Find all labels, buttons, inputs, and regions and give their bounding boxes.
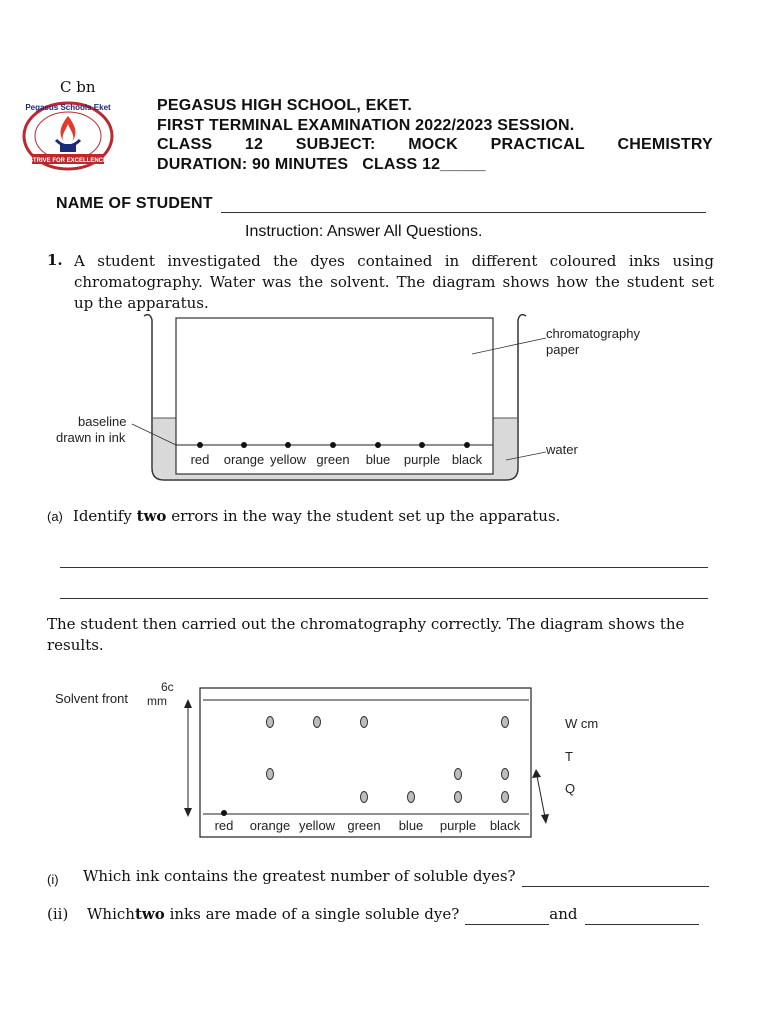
qii-text-after: inks are made of a single soluble dye?: [164, 905, 460, 923]
qi-answer-field[interactable]: [522, 872, 709, 887]
label-solvent-front: Solvent front: [55, 691, 128, 706]
result-label-blue: blue: [398, 818, 424, 833]
qi-text: Which ink contains the greatest number of soluble dyes?: [83, 867, 516, 885]
intro-word: in: [444, 252, 460, 270]
dye-spot: [267, 717, 274, 728]
arrow-head-down: [184, 808, 192, 817]
ink-label-orange: orange: [223, 452, 265, 467]
intro-word: dyes: [310, 252, 345, 270]
dye-spot: [408, 792, 415, 803]
dye-spot: [502, 792, 509, 803]
intro-word: different: [471, 252, 538, 270]
ink-dot-green: [330, 442, 336, 448]
q-arrow-head-down: [541, 814, 549, 824]
qa-label: (a): [47, 509, 63, 524]
question-number: 1.: [47, 251, 63, 269]
label-chromatography: chromatography: [546, 326, 640, 341]
q-arrow-head-up: [532, 769, 541, 778]
intro-word: was: [261, 273, 292, 291]
ink-label-yellow: yellow: [269, 452, 307, 467]
label-t: T: [565, 749, 573, 764]
intro-word: student: [97, 252, 155, 270]
student-name-row: [56, 195, 706, 213]
logo-motto: STRIVE FOR EXCELLENCE: [28, 158, 108, 164]
header-word: CHEMISTRY: [617, 136, 713, 153]
duration-line: DURATION: 90 MINUTES CLASS 12_____: [157, 156, 486, 173]
q-distance-arrow: [537, 776, 545, 817]
header-word: CLASS: [157, 136, 213, 153]
result-label-purple: purple: [439, 818, 477, 833]
answer-line-2[interactable]: [60, 598, 708, 599]
intro-word: set: [691, 273, 714, 291]
result-label-orange: orange: [249, 818, 291, 833]
result-label-red: red: [214, 818, 234, 833]
qii-and: and: [549, 905, 578, 923]
intro-word: how: [556, 273, 589, 291]
qi-label: (i): [47, 872, 59, 887]
qii-answer-field-2[interactable]: [585, 910, 699, 925]
school-name: PEGASUS HIGH SCHOOL, EKET.: [157, 97, 413, 114]
header-word: SUBJECT:: [295, 136, 376, 153]
label-paper: paper: [546, 342, 580, 357]
result-label-black: black: [489, 818, 521, 833]
intro-word: the: [595, 273, 620, 291]
ink-label-black: black: [451, 452, 483, 467]
instruction-label: Instruction: [245, 223, 319, 240]
intro-word: solvent.: [330, 273, 390, 291]
answer-line-1[interactable]: [60, 567, 708, 568]
dye-spot: [361, 792, 368, 803]
q1-intro-line-2: [74, 272, 714, 293]
arrow-head-up: [184, 699, 192, 708]
label-w-cm: W cm: [565, 716, 599, 731]
dye-spot: [502, 769, 509, 780]
result-label-green: green: [347, 818, 381, 833]
ink-label-blue: blue: [365, 452, 391, 467]
dye-spot: [314, 717, 321, 728]
ink-label-red: red: [190, 452, 210, 467]
dye-spot: [267, 769, 274, 780]
ink-label-green: green: [316, 452, 350, 467]
red-baseline-dot: [221, 810, 227, 816]
instruction-text: : Answer All Questions.: [318, 223, 483, 240]
intro-word: student: [626, 273, 685, 291]
intro-word: shows: [502, 273, 550, 291]
question-i: [47, 866, 709, 887]
student-name-field[interactable]: [221, 197, 706, 213]
label-mm: mm: [147, 694, 167, 708]
ink-dot-red: [197, 442, 203, 448]
label-drawn-in-ink: drawn in ink: [56, 430, 126, 445]
intro-word: using: [672, 252, 714, 270]
ink-dot-orange: [241, 442, 247, 448]
results-diagram: [40, 672, 640, 842]
dye-spot: [502, 717, 509, 728]
instruction: [245, 223, 482, 241]
qii-bold: two: [134, 905, 165, 923]
dye-spot: [455, 769, 462, 780]
q1-intro-line-3: up the apparatus.: [74, 294, 209, 312]
intro-word: contained: [357, 252, 433, 270]
qii-label: (ii): [47, 905, 69, 923]
header-word: 12: [244, 136, 264, 153]
name-label: NAME OF STUDENT: [56, 195, 213, 212]
dye-spot: [455, 792, 462, 803]
q1-intro-line-1: [74, 251, 714, 272]
qa-text-before: Identify: [72, 507, 137, 525]
qa-text-after: errors in the way the student set up the apparatus.: [166, 507, 561, 525]
result-label-yellow: yellow: [298, 818, 336, 833]
results-paper: [200, 688, 531, 837]
results-intro-line-2: results.: [47, 636, 104, 654]
intro-word: Water: [209, 273, 255, 291]
label-baseline: baseline: [78, 414, 127, 429]
intro-word: investigated: [167, 252, 261, 270]
intro-word: diagram: [432, 273, 496, 291]
intro-word: A: [74, 252, 85, 270]
label-q: Q: [565, 781, 576, 796]
intro-word: chromatography.: [74, 273, 203, 291]
ink-dot-blue: [375, 442, 381, 448]
intro-word: the: [273, 252, 298, 270]
label-water: water: [546, 442, 578, 457]
corner-note: C bn: [60, 78, 96, 96]
ink-dot-yellow: [285, 442, 291, 448]
exam-title: FIRST TERMINAL EXAMINATION 2022/2023 SESSION.: [157, 117, 575, 134]
results-intro-line-1: The student then carried out the chromatography correctly. The diagram shows the: [47, 615, 685, 633]
intro-word: the: [298, 273, 324, 291]
question-ii: [47, 904, 699, 925]
intro-word: The: [396, 273, 426, 291]
ink-dot-black: [464, 442, 470, 448]
qa-bold: two: [136, 507, 167, 525]
chromatography-paper: [176, 318, 493, 474]
ink-dot-purple: [419, 442, 425, 448]
ink-label-purple: purple: [403, 452, 441, 467]
header-word: MOCK: [408, 136, 458, 153]
dye-spot: [361, 717, 368, 728]
qii-text-before: Which: [87, 905, 135, 923]
question-a: [47, 506, 560, 527]
logo-ring-text: Pegasus Schools Eket: [25, 103, 111, 112]
label-6c: 6c: [161, 680, 174, 694]
apparatus-diagram: [40, 308, 730, 492]
header-word: PRACTICAL: [490, 136, 585, 153]
qii-answer-field-1[interactable]: [465, 910, 549, 925]
intro-word: coloured: [549, 252, 617, 270]
intro-word: inks: [628, 252, 661, 270]
school-logo: [20, 100, 116, 172]
class-subject-line: [157, 136, 713, 154]
